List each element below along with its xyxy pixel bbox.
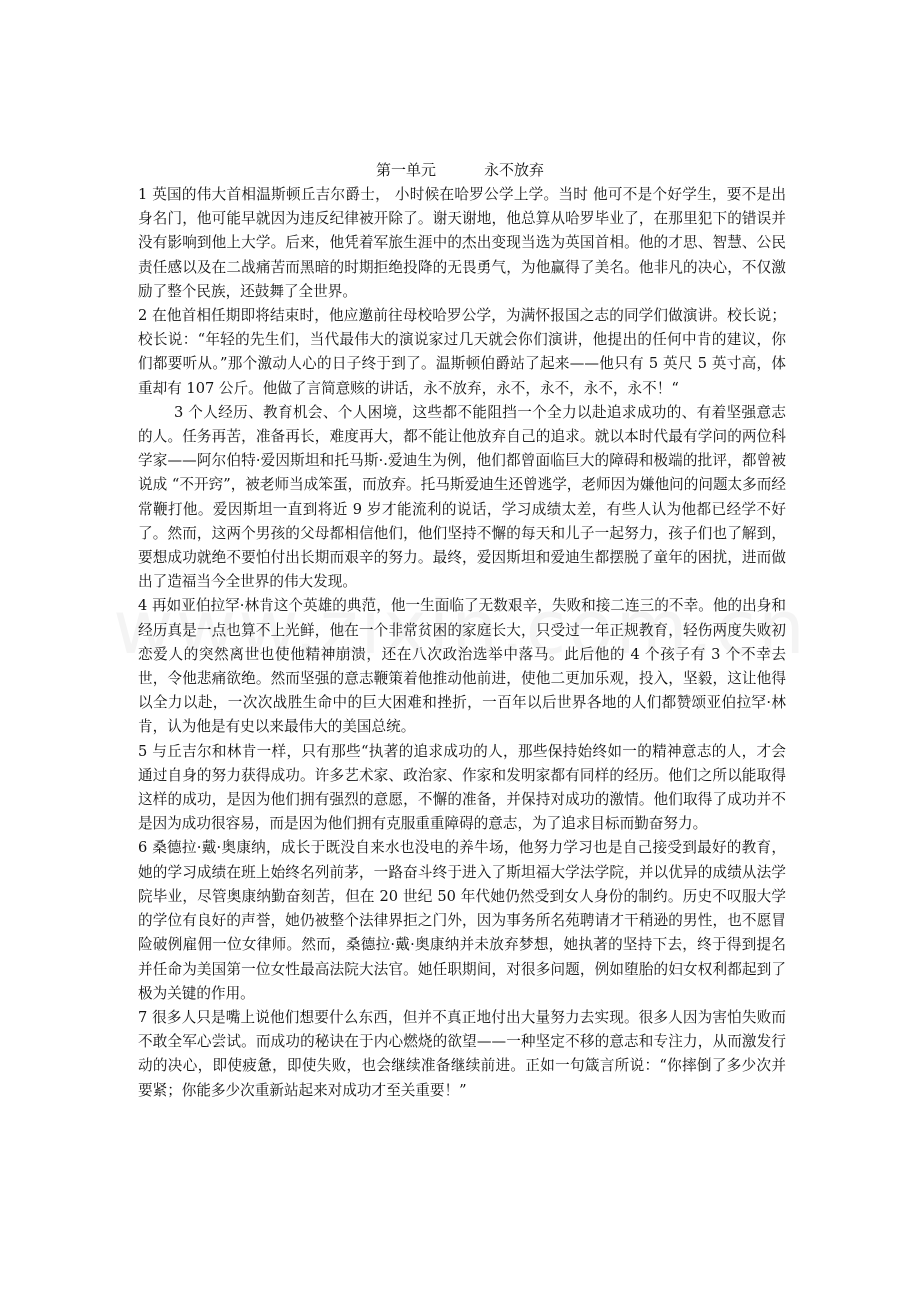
page-title xyxy=(0,158,920,182)
paragraph-4: 4 再如亚伯拉罕·林肯这个英雄的典范，他一生面临了无数艰辛，失败和接二连三的不幸。他的出身和经历真是一点也算不上光鲜，他在一个非常贫困的家庭长大，只受过一年正规教育，轻伤两度失败初恋爱人的突然离世也使他精神崩溃，还在八次政治选举中落马。此后他的 4 个孩子有 3 个不幸去世，令他悲痛欲绝。然而坚强的意志鞭策着他推动他前进，使他二更加乐观，投入，坚毅，这让他得以全力以赴，一次次战胜生命中的巨大困难和挫折，一百年以后世界各地的人们都赞颂亚伯拉罕·林肯，认为他是有史以来最伟大的美国总统。 xyxy=(138,597,786,736)
paragraph-7: 7 很多人只是嘴上说他们想要什么东西，但并不真正地付出大量努力去实现。很多人因为害怕失败而不敢全军心尝试。而成功的秘诀在于内心燃烧的欲望——一种坚定不移的意志和专注力，从而激发行动的决心，即使疲惫，即使失败，也会继续准备继续前进。正如一句箴言所说：“你摔倒了多少次并要紧；你能多少次重新站起来对成功才至关重要！” xyxy=(138,1008,786,1099)
document-body xyxy=(138,183,786,1103)
paragraph-2: 2 在他首相任期即将结束时，他应邀前往母校哈罗公学，为满怀报国之志的同学们做演讲。校长说；校长说：“年轻的先生们，当代最伟大的演说家过几天就会你们演讲，他提出的任何中肯的建议，你们都要听从。”那个激动人心的日子终于到了。温斯顿伯爵站了起来——他只有 5 英尺 5 英寸高，体重却有 107 公斤。他做了言简意赅的讲话，永不放弃，永不，永不，永不，永不！“ xyxy=(138,307,786,397)
paragraph-1: 1 英国的伟大首相温斯顿丘吉尔爵士， 小时候在哈罗公学上学。当时 他可不是个好学生，要不是出身名门，他可能早就因为违反纪律被开除了。谢天谢地，他总算从哈罗毕业了，在那里犯下的错误并没有影响到他上大学。后来，他凭着军旅生涯中的杰出变现当选为英国首相。他的才思、智慧、公民责任感以及在二战痛苦而黑暗的时期拒绝投降的无畏勇气，为他赢得了美名。他非凡的决心，不仅激励了整个民族，还鼓舞了全世界。 xyxy=(138,186,786,300)
title-theme: 永不放弃 xyxy=(484,161,545,179)
title-unit: 第一单元 xyxy=(375,161,436,179)
paragraph-3: 3 个人经历、教育机会、个人困境，这些都不能阻挡一个全力以赴追求成功的、有着坚强意志的人。任务再苦，准备再长，难度再大，都不能让他放弃自己的追求。就以本时代最有学问的两位科学家——阿尔伯特·爱因斯坦和托马斯·.爱迪生为例，他们都曾面临巨大的障碍和极端的批评，都曾被说成 “不开窍”，被老师当成笨蛋，而放弃。托马斯爱迪生还曾逃学，老师因为嫌他问的问题太多而经常鞭打他。爱因斯坦一直到将近 9 岁才能流利的说话，学习成绩太差，有些人认为他都已经学不好了。然而，这两个男孩的父母都相信他们，他们坚持不懈的每天和儿子一起努力，孩子们也了解到，要想成功就绝不要怕付出长期而艰辛的努力。最终，爱因斯坦和爱迪生都摆脱了童年的困扰，进而做出了造福当今全世界的伟大发现。 xyxy=(138,403,786,591)
paragraph-6: 6 桑德拉·戴·奥康纳，成长于既没自来水也没电的养牛场，他努力学习也是自己接受到最好的教育，她的学习成绩在班上始终名列前茅，一路奋斗终于进入了斯坦福大学法学院，并以优异的成绩从法学院毕业，尽管奥康纳勤奋刻苦，但在 20 世纪 50 年代她仍然受到女人身份的制约。历史不叹服大学的学位有良好的声誉，她仍被整个法律界拒之门外，因为事务所名苑聘请才干稍逊的男性，也不愿冒险破例雇佣一位女律师。然而，桑德拉·戴·奥康纳并未放弃梦想，她执著的坚持下去，终于得到提名并任命为美国第一位女性最高法院大法官。她任职期间，对很多问题，例如堕胎的妇女权利都起到了极为关键的作用。 xyxy=(138,839,786,1002)
paragraph-5: 5 与丘吉尔和林肯一样，只有那些“执著的追求成功的人，那些保持始终如一的精神意志的人，才会通过自身的努力获得成功。许多艺术家、政治家、作家和发明家都有同样的经历。他们之所以能取得这样的成功，是因为他们拥有强烈的意愿，不懈的准备，并保持对成功的激情。他们取得了成功并不是因为成功很容易，而是因为他们拥有克服重重障碍的意志，为了追求目标而勤奋努力。 xyxy=(138,742,786,833)
